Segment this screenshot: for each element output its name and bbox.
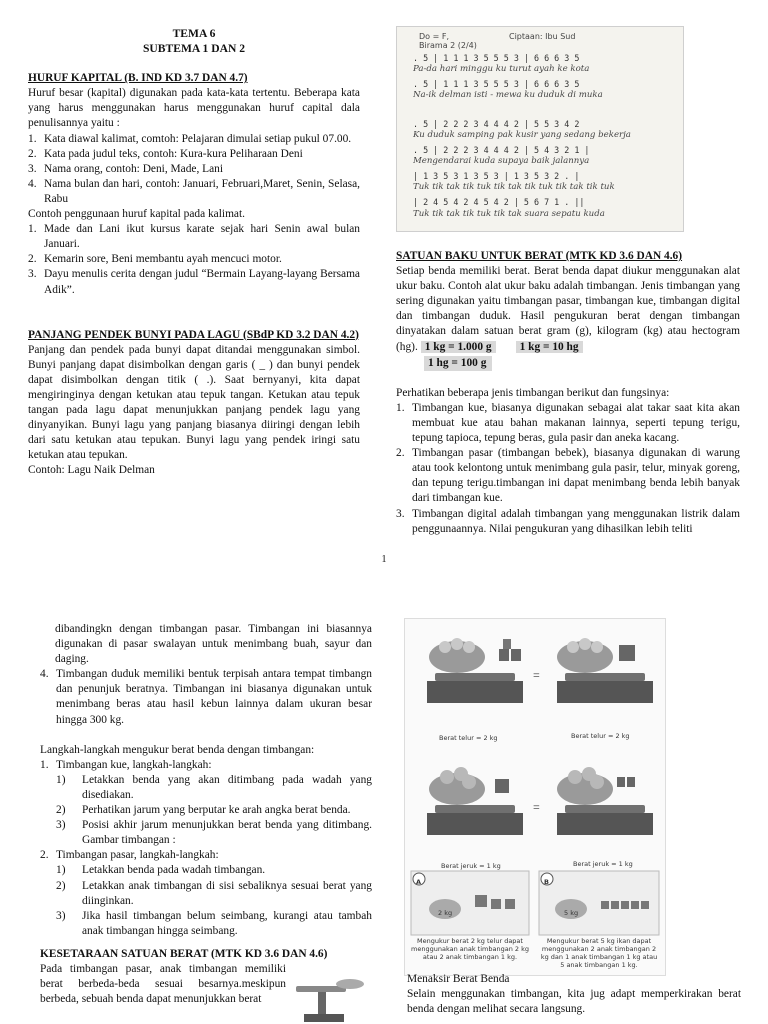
timbangan-digital-continued: dibandingkn dengan timbangan pasar. Timbangan ini biasannya digunakan di pasar swalayan untuk menimbang buah, sayur dan daging. [55,623,372,666]
kapital-rules [28,132,360,207]
list-item: 1. Made dan Lani ikut kursus karate sejak hari Senin awal bulan Januari. [28,223,360,251]
caption-egg-1: Berat telur = 2 kg [439,734,498,742]
right-column [396,249,740,537]
list-item: 1) Letakkan benda pada wadah timbangan. [56,864,266,877]
menaksir-heading: Menaksir Berat Benda [407,973,510,985]
kapital-heading: HURUF KAPITAL (B. IND KD 3.7 DAN 4.7) [28,72,248,85]
list-item: 3) Posisi akhir jarum menunjukkan berat benda yang ditimbang. Gambar timbangan : [56,819,372,847]
jenis-timbangan-list-cont [40,667,372,727]
song-notes-line: . 5 | 1 1 1 3 5 5 5 3 | 6 6 6 3 5 [413,53,580,63]
weight-label-2kg: 2 kg [438,909,453,917]
theme-title: TEMA 6 [172,27,216,40]
list-item: 1. Timbangan kue, langkah-langkah: 1) Letakkan benda yang akan ditimbang pada wadah yang disediakan. 2) Perhatikan jarum yang berputar ke arah angka berat benda. 3) Posisi akhir jarum menunjukkan berat benda yang ditimbang. Gambar timbangan : [40,758,372,849]
conversion-kg-g: 1 kg = 1.000 g [421,341,496,353]
list-item: 2. Timbangan pasar (timbangan bebek), biasanya digunakan di warung atau took kelontong untuk menimbang gula pasir, telur, minyak goreng, dan tepung terigu.timbangan ini dapat menimbang benda lebih banyak dari timbangan kue. [396,447,740,505]
list-item: 2. Kata pada judul teks, contoh: Kura-kura Peliharaan Deni [28,147,303,160]
scale-image-small [288,976,368,1024]
list-item: 1) Letakkan benda yang akan ditimbang pada wadah yang disediakan. [56,773,372,801]
song-notes-line: . 5 | 2 2 2 3 4 4 4 2 | 5 4 3 2 1 | [413,145,590,155]
svg-text:=: = [533,668,540,682]
panel-label-b: B [544,878,549,886]
song-notes-line: . 5 | 1 1 1 3 5 5 5 3 | 6 6 6 3 5 [413,79,580,89]
list-item: 1. Kata diawal kalimat, comtoh: Pelajaran dimulai setiap pukul 07.00. [28,132,352,145]
kapital-intro: Huruf besar (kapital) digunakan pada kata-kata tertentu. Beberapa kata yang harus menggunakan harus menggunakan huruf capital dala penulisannya yaitu : [28,87,360,130]
left-column [40,622,372,1007]
berat-body: Setiap benda memiliki berat. Berat benda dapat diukur menggunakan alat ukur baku. Contoh alat ukur baku adalah timbangan. Jenis timbangan yang sering digunakan yaitu timbangan pasar, timbangan kue, timbangan digital dan timbangan duduk. Hasil pengukuran berat dengan timbangan dinyatakan dalam satuan berat gram (g), kilogram (kg) atau hectogram (hg). 1 kg = 1.000 g 1 kg = 10 hg [396,265,740,353]
song-lyric-line: Mengendarai kuda supaya baik jalannya [413,156,590,166]
list-item: 4. Timbangan duduk memiliki bentuk terpisah antara tempat timbangn dan penunjuk beratnya. Timbangan ini biasanya digunakan untuk menimbang beras atau hasil kebun lainnya dalam ukuran besar hingga 300 kg. [40,668,372,726]
bunyi-heading: PANJANG PENDEK BUNYI PADA LAGU (SBdP KD 3.2 DAN 4.2) [28,328,359,341]
langkah-steps [40,773,372,848]
bunyi-body: Panjang dan pendek pada bunyi dapat ditandai menggunakan simbol. Bunyi panjang dapat disimbolkan dengan garis ( _ ) dan bunyi pendek dapat disimbolkan dengan titik ( .). Saat bernyanyi, kita dapat mengiringinya dengan ketukan atau tepuk tangan. Ketukan atau tepuk tangan pada lagu dapat menunjukkan panjang pendek lagu yang dinyanyikan. Bunyi lagu yang panjang biasanya diiringi dengan lebih dari satu ketukan atau tepukan. Bunyi lagu yang pendek iringi satu ketukan atau tepukan. [28,343,360,462]
list-item: 2) Letakkan anak timbangan di sisi sebaliknya sesuai berat yang diinginkan. [56,879,372,907]
song-notes-line: | 1 3 5 3 1 3 5 3 | 1 3 5 3 2 . | [413,171,580,181]
list-item: 4. Nama bulan dan hari, contoh: Januari, Februari,Maret, Senin, Selasa, Rabu [28,177,360,205]
song-creator: Ciptaan: Ibu Sud [509,32,576,41]
bunyi-example: Contoh: Lagu Naik Delman [28,464,155,477]
song-lyric-line: Na-ik delman isti - mewa ku duduk di muka [413,90,603,100]
kapital-examples [28,222,360,297]
kapital-example-intro: Contoh penggunaan huruf kapital pada kalimat. [28,208,245,221]
list-item: 3. Dayu menulis cerita dengan judul “Bermain Layang-layang Bersama Adik”. [28,268,360,296]
list-item: 3. Timbangan digital adalah timbangan yang menggunakan listrik dalam penggunaannya. Nilai pengukuran yang dihasilkan lebih teliti [396,507,740,535]
song-lyric-line: Tuk tik tak tik tuk tik tak suara sepatu kuda [413,209,605,219]
panel-label-a: A [416,878,422,886]
kesetaraan-heading: KESETARAAN SATUAN BERAT (MTK KD 3.6 DAN 4.6) [40,947,328,960]
page-2 [0,570,768,1024]
list-item: 2) Perhatikan jarum yang berputar ke arah angka berat benda. [56,804,351,817]
scales-illustration [404,618,666,976]
kesetaraan-body: Pada timbangan pasar, anak timbangan memiliki berat berbeda-beda sesuai besarnya.meskipun berbeda, sebuah benda dapat menunjukkan berat [40,962,286,1006]
caption-egg-2: Berat telur = 2 kg [571,732,630,740]
langkah-list [40,758,372,939]
caption-orange-1: Berat jeruk = 1 kg [441,862,501,870]
list-item: 2. Timbangan pasar, langkah-langkah: 1) Letakkan benda pada wadah timbangan. 2) Letakkan anak timbangan di sisi sebaliknya sesuai berat yang diinginkan. 3) Jika hasil timbangan belum seimbang, kurangi atau tambah anak timbangan hingga seimbang. [40,848,372,939]
song-notation-image [396,26,684,232]
langkah-steps [40,863,372,938]
menaksir-body: Selain menggunakan timbangan, kita jug adapt memperkirakan berat benda dengan melihat secara langsung. [407,988,741,1016]
scale-oranges-1 [427,767,523,835]
svg-text:=: = [533,800,540,814]
song-lyric-line: Ku duduk samping pak kusir yang sedang bekerja [413,130,631,140]
scale-eggs-1 [427,638,523,703]
subtheme-title: SUBTEMA 1 DAN 2 [142,42,246,56]
scale-oranges-2 [557,767,653,835]
list-item: 2. Kemarin sore, Beni membantu ayah mencuci motor. [28,253,282,266]
list-item: 3) Jika hasil timbangan belum seimbang, kurangi atau tambah anak timbangan hingga seimbang. [56,909,372,937]
jenis-timbangan-list [396,401,740,537]
langkah-intro: Langkah-langkah mengukur berat benda dengan timbangan: [40,743,315,756]
weight-label-5kg: 5 kg [564,909,579,917]
song-meter: Birama 2 (2/4) [419,41,477,50]
song-notes-line: | 2 4 5 4 2 4 5 4 2 | 5 6 7 1 . || [413,197,585,207]
caption-orange-2: Berat jeruk = 1 kg [573,860,633,868]
scale-eggs-2 [557,638,653,703]
song-key: Do = F, [419,32,449,41]
song-lyric-line: Tuk tik tak tik tuk tik tak tik tuk tik tak tik tuk [413,182,615,192]
caption-panel-a: Mengukur berat 2 kg telur dapat menggunakan anak timbangan 2 kg atau 2 anak timbangan 1 kg. [411,937,529,961]
menaksir-section [407,972,741,1017]
left-column [28,26,360,479]
conversion-hg-g: 1 hg = 100 g [424,356,492,371]
song-notes-line: . 5 | 2 2 2 3 4 4 4 2 | 5 5 3 4 2 [413,119,580,129]
caption-panel-b: Mengukur berat 5 kg ikan dapat menggunakan 2 anak timbangan 2 kg dan 1 anak timbangan 1 kg atau 5 anak timbangan 1 kg. [540,937,658,969]
page-number: 1 [381,554,387,565]
list-item: 1. Timbangan kue, biasanya digunakan sebagai alat takar saat kita akan membuat kue atau bahan makanan lainnya, seperti tepung terigu, tepung tapioca, tepung beras, gula pasir dan aneka kacang. [396,401,740,445]
berat-heading: SATUAN BAKU UNTUK BERAT (MTK KD 3.6 DAN 4.6) [396,250,683,262]
list-item: 3. Nama orang, contoh: Deni, Made, Lani [28,162,224,175]
conversion-kg-hg: 1 kg = 10 hg [516,341,583,353]
song-lyric-line: Pa-da hari minggu ku turut ayah ke kota [413,64,590,74]
jenis-intro: Perhatikan beberapa jenis timbangan berikut dan fungsinya: [396,386,670,399]
